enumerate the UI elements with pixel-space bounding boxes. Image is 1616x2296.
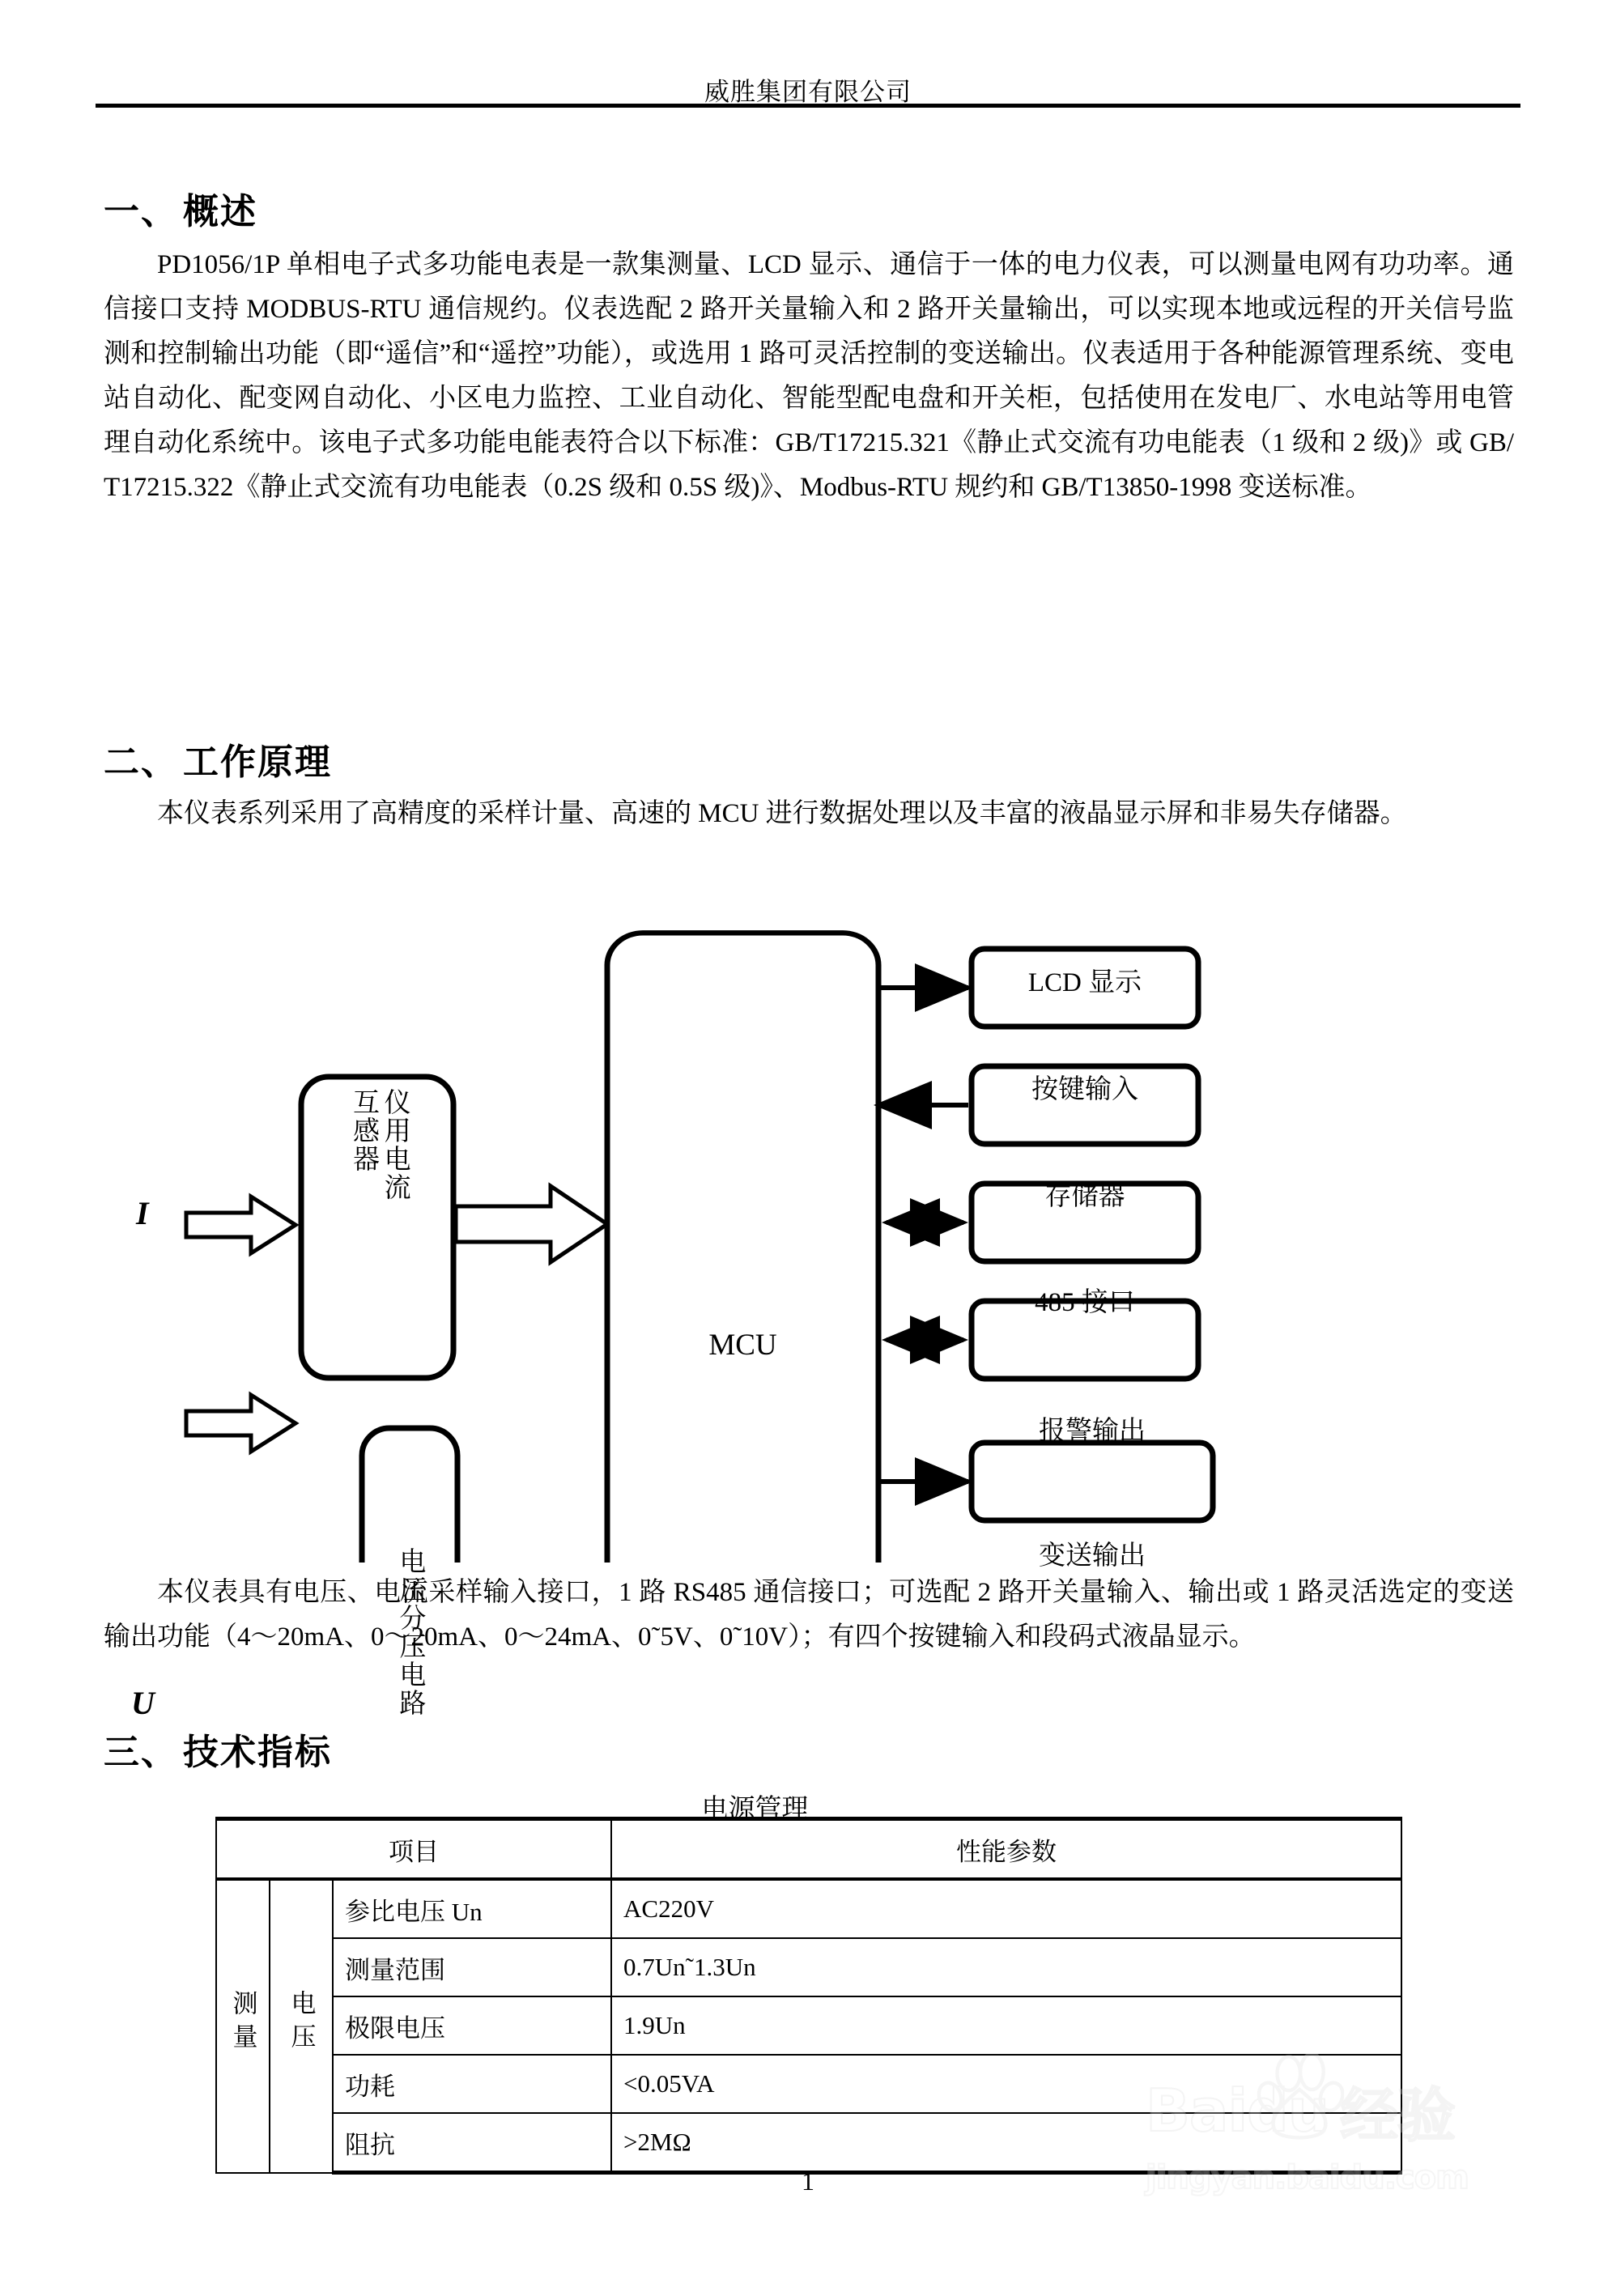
- box-485-label: 485 接口: [1035, 1287, 1135, 1317]
- paragraph-overview: PD1056/1P 单相电子式多功能电表是一款集测量、LCD 显示、通信于一体的电力仪表，可以测量电网有功功率。通信接口支持 MODBUS-RTU 通信规约。仪表选配 2 路开关量输入和 2 路开关量输出，可以实现本地或远程的开关信号监测和控制输出功能（即“遥信”和“遥控”功能），或选用 1 路可灵活控制的变送输出。仪表适用于各种能源管理系统、变电站自动化、配变网自动化、小区电力监控、工业自动化、智能型配电盘和开关柜，包括使用在发电厂、水电站等用电管理自动化系统中。该电子式多功能电能表符合以下标准：GB/T17215.321《静止式交流有功电能表（1 级和 2 级)》或 GB/T17215.322《静止式交流有功电能表（0.2S 级和 0.5S 级)》、Modbus-RTU 规约和 GB/T13850-1998 变送标准。: [104, 250, 1514, 502]
- table-cell-value: <0.05VA: [611, 2055, 1401, 2113]
- paragraph-principle-outro: 本仪表具有电压、电流采样输入接口，1 路 RS485 通信接口；可选配 2 路开关量输入、输出或 1 路灵活选定的变送输出功能（4～20mA、0～20mA、0～24mA、0˜5V、0˜10V）；有四个按键输入和段码式液晶显示。: [104, 1578, 1514, 1652]
- table-cell-value: 0.7Un˜1.3Un: [611, 1938, 1401, 1996]
- hollow-arrow-ct-to-mcu: [456, 1186, 607, 1262]
- header-divider: [96, 104, 1520, 108]
- watermark-du: du: [1247, 2077, 1329, 2145]
- box-keys-label: 按键输入: [1031, 1074, 1138, 1104]
- table-cell-item: 阻抗: [333, 2113, 611, 2173]
- table-row: [216, 1996, 1401, 2055]
- table-row: [216, 2113, 1401, 2173]
- watermark-cn: 经验: [1339, 2081, 1455, 2149]
- section-title-1: 概述: [183, 191, 257, 232]
- section-number-1: 一、: [104, 191, 178, 232]
- page-number: 1: [802, 2166, 814, 2196]
- table-row: [216, 1879, 1401, 1938]
- table-row: [216, 2055, 1401, 2113]
- box-alarm-label: 报警输出: [1039, 1416, 1146, 1446]
- table-header-item: 项目: [216, 1819, 611, 1880]
- section-heading-specs: [104, 1723, 332, 1775]
- table-cell-value: AC220V: [611, 1879, 1401, 1938]
- page-header-company: 威胜集团有限公司: [704, 78, 912, 106]
- spec-table: [215, 1817, 1402, 2175]
- table-row: [216, 1938, 1401, 1996]
- section-title-3: 技术指标: [183, 1732, 332, 1773]
- watermark-url: jingyan.baidu.com: [1146, 2159, 1469, 2196]
- section-title-2: 工作原理: [183, 742, 332, 783]
- table-header-value: 性能参数: [611, 1819, 1401, 1880]
- label-voltage-symbol: U: [131, 1685, 155, 1721]
- table-cell-item: 测量范围: [333, 1938, 611, 1996]
- table-cell-item: 功耗: [333, 2055, 611, 2113]
- table-cell-item: 参比电压 Un: [333, 1879, 611, 1938]
- table-header-row: [216, 1819, 1401, 1880]
- section-heading-principle: [104, 733, 332, 784]
- table-cell-value: 1.9Un: [611, 1996, 1401, 2055]
- label-current-symbol: I: [136, 1195, 149, 1231]
- section-heading-overview: [104, 182, 257, 234]
- block-divider-label: 电压分压电路: [395, 1547, 425, 1717]
- block-mcu-label: MCU: [708, 1329, 777, 1362]
- block-ct-label-col2: 互感器: [349, 1088, 378, 1173]
- watermark-bai: Bai: [1146, 2077, 1248, 2145]
- hollow-arrow-current-in: [186, 1197, 296, 1253]
- block-ct-label-col1: 仪用电流: [380, 1088, 410, 1201]
- block-mcu: [607, 933, 878, 1563]
- block-ct-labels: [309, 1088, 449, 1367]
- table-cell-item: 极限电压: [333, 1996, 611, 2055]
- paragraph-principle-intro: 本仪表系列采用了高精度的采样计量、高速的 MCU 进行数据处理以及丰富的液晶显示屏和非易失存储器。: [157, 799, 1407, 828]
- hollow-arrow-voltage-in: [186, 1395, 296, 1452]
- section-number-3: 三、: [104, 1732, 178, 1773]
- box-lcd-label: LCD 显示: [1027, 967, 1142, 997]
- box-memory-label: 存储器: [1044, 1181, 1125, 1211]
- table-group-measure: 测量: [216, 1879, 270, 2173]
- table-cell-value: >2MΩ: [611, 2113, 1401, 2173]
- table-group-voltage: 电压: [270, 1879, 333, 2173]
- block-power-label: 电源管理: [701, 1794, 809, 1824]
- section-number-2: 二、: [104, 742, 178, 783]
- box-analog-label: 变送输出: [1039, 1541, 1146, 1571]
